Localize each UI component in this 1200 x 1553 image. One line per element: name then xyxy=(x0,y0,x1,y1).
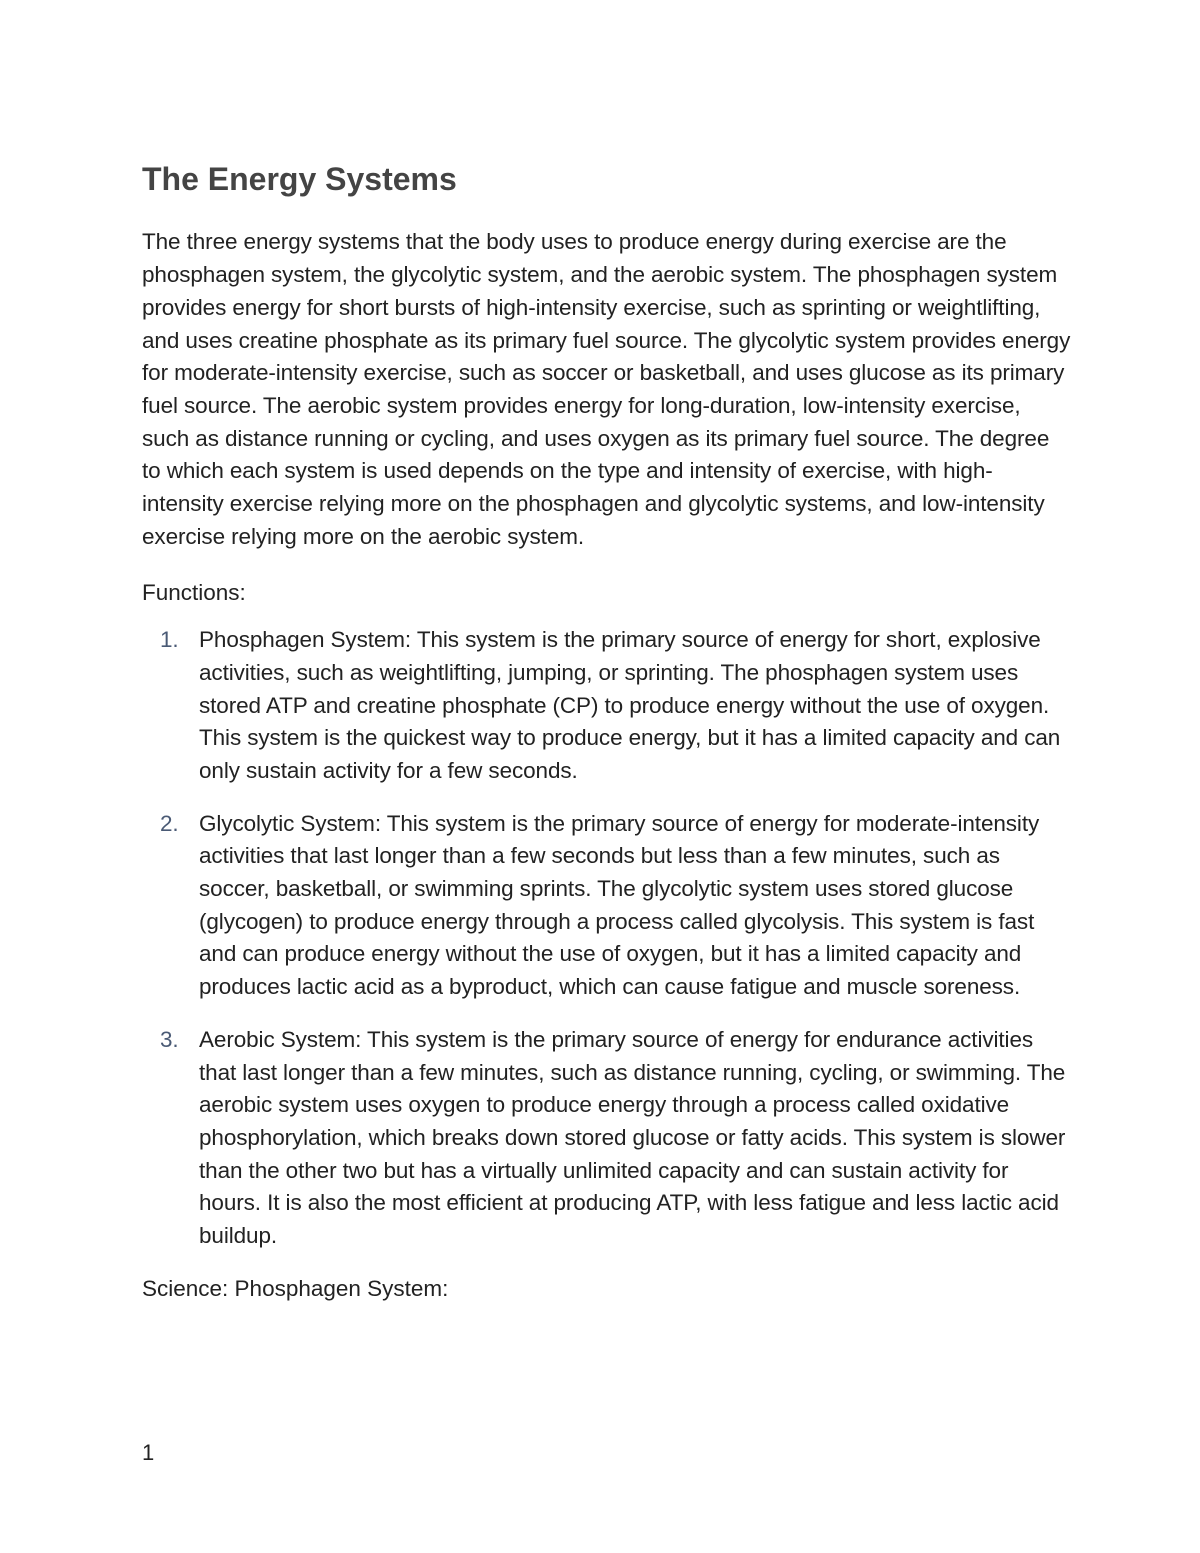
list-item xyxy=(142,808,1072,1004)
list-item xyxy=(142,624,1072,788)
list-item-text: Phosphagen System: This system is the primary source of energy for short, explosive activities, such as weightlifting, jumping, or sprinting. The phosphagen system uses stored ATP and creatine phosphate (CP) to produce energy without the use of oxygen. This system is the quickest way to produce energy, but it has a limited capacity and can only sustain activity for a few seconds. xyxy=(199,627,1061,783)
list-item-text: Aerobic System: This system is the primary source of energy for endurance activities that last longer than a few minutes, such as distance running, cycling, or swimming. The aerobic system uses oxygen to produce energy through a process called oxidative phosphorylation, which breaks down stored glucose or fatty acids. This system is slower than the other two but has a virtually unlimited capacity and can sustain activity for hours. It is also the most efficient at producing ATP, with less fatigue and less lactic acid buildup. xyxy=(199,1026,1066,1249)
list-item-number: 2. xyxy=(160,810,179,836)
page-number: 1 xyxy=(142,1440,155,1465)
list-item-text: Glycolytic System: This system is the primary source of energy for moderate-intensity activities that last longer than a few seconds but less than a few minutes, such as soccer, basketball, or swimming sprints. The glycolytic system uses stored glucose (glycogen) to produce energy through a process called glycolysis. This system is fast and can produce energy without the use of oxygen, but it has a limited capacity and produces lactic acid as a byproduct, which can cause fatigue and muscle soreness. xyxy=(199,810,1040,1000)
list-item xyxy=(142,1024,1072,1253)
functions-list xyxy=(142,624,1072,1253)
list-item-number: 3. xyxy=(160,1026,179,1052)
list-item-number: 1. xyxy=(160,627,179,653)
science-heading: Science: Phosphagen System: xyxy=(142,1275,449,1301)
document-page xyxy=(142,160,1072,1305)
intro-paragraph: The three energy systems that the body uses to produce energy during exercise are the phosphagen system, the glycolytic system, and the aerobic system. The phosphagen system provides energy for short bursts of high-intensity exercise, such as sprinting or weightlifting, and uses creatine phosphate as its primary fuel source. The glycolytic system provides energy for moderate-intensity exercise, such as soccer or basketball, and uses glucose as its primary fuel source. The aerobic system provides energy for long-duration, low-intensity exercise, such as distance running or cycling, and uses oxygen as its primary fuel source. The degree to which each system is used depends on the type and intensity of exercise, with high-intensity exercise relying more on the phosphagen and glycolytic systems, and low-intensity exercise relying more on the aerobic system. xyxy=(142,229,1071,549)
functions-label: Functions: xyxy=(142,580,246,606)
document-title: The Energy Systems xyxy=(142,161,457,197)
